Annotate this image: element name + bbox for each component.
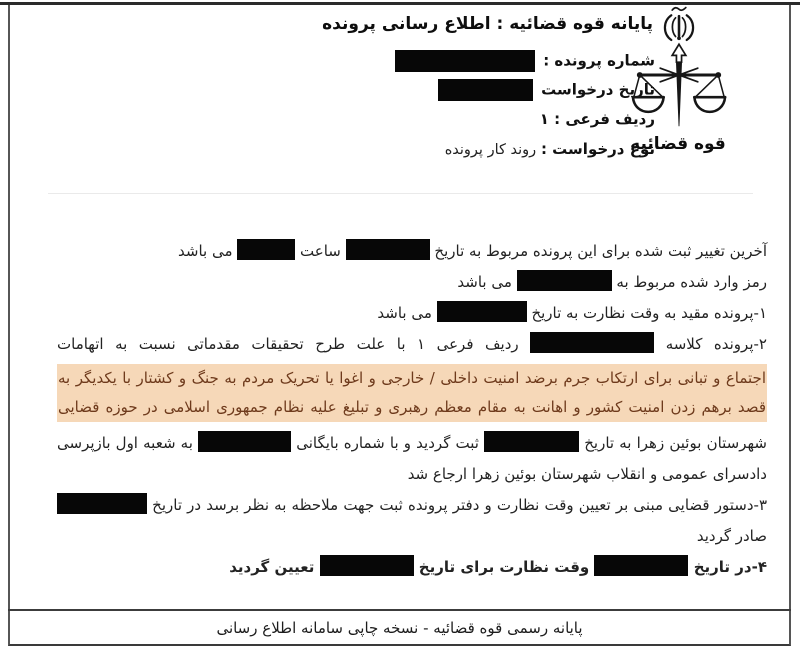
body-text-segment: ۱-پرونده مقید به وقت نظارت به تاریخ: [526, 304, 767, 322]
body-line: [57, 552, 767, 583]
case-number-row: [387, 50, 655, 72]
redaction-box: [437, 301, 527, 322]
redaction-box: [320, 555, 414, 576]
body-line: [57, 329, 767, 360]
body-line: [57, 267, 767, 298]
body-text-segment: قصد برهم زدن امنیت کشور و اهانت به مقام معظم رهبری و تبلیغ علیه نظام جمهوری اسلامی در حوزه قضایی: [58, 398, 766, 416]
body-line: [57, 490, 767, 521]
body-line: [58, 393, 766, 422]
body-text-segment: به شعبه اول بازپرسی: [57, 434, 199, 452]
highlighted-charges-block: [57, 364, 767, 422]
body-text-segment: ساعت: [295, 242, 346, 260]
body-text-segment: صادر گردید: [696, 527, 767, 545]
case-number-label: شماره پرونده :: [543, 51, 655, 70]
body-text-segment: وقت نظارت برای تاریخ: [413, 558, 595, 576]
body-text-segment: می باشد: [377, 304, 437, 322]
page-title: پایانه قوه قضائیه : اطلاع رسانی پرونده: [322, 14, 653, 34]
judiciary-logo: [620, 5, 738, 133]
sub-row-label: ردیف فرعی : ۱: [539, 110, 655, 128]
header-divider: [48, 193, 753, 194]
body-text-segment: دادسرای عمومی و انقلاب شهرستان بوئین زهرا ارجاع شد: [407, 465, 767, 483]
body-text-segment: می باشد: [457, 273, 517, 291]
redaction-box: [517, 270, 612, 291]
body-text-segment: ۴-در تاریخ: [688, 558, 767, 576]
redaction-box: [530, 332, 654, 353]
footer-text: پایانه رسمی قوه قضائیه - نسخه چاپی سامانه اطلاع رسانی: [216, 619, 583, 637]
body-text-segment: ۳-دستور قضایی مبنی بر تعیین وقت نظارت و دفتر پرونده ثبت جهت ملاحظه به نظر برسد در تاریخ: [147, 496, 767, 514]
body-line: [57, 428, 767, 459]
judiciary-scales-icon: [621, 5, 737, 133]
body-text-segment: ۲-پرونده کلاسه: [654, 335, 767, 353]
request-date-label: تاریخ درخواست: [541, 80, 655, 99]
logo-caption: قوه قضائیه: [630, 134, 726, 154]
body-line: [57, 298, 767, 329]
body-line: [57, 459, 767, 490]
body-text-segment: شهرستان بوئین زهرا به تاریخ: [579, 434, 768, 452]
body-lines: [57, 236, 767, 583]
redaction-box: [594, 555, 688, 576]
case-number-redaction: [395, 50, 535, 72]
redaction-box: [484, 431, 579, 452]
body-text-segment: رمز وارد شده مربوط به: [611, 273, 767, 291]
body-text-segment: اجتماع و تبانی برای ارتکاب جرم برضد امنیت داخلی / خارجی و اغوا یا تحریک مردم به جنگ و کشتار با یکدیگر به: [58, 369, 766, 387]
body-text-segment: ردیف فرعی ۱ با علت طرح تحقیقات مقدماتی نسبت به اتهامات: [57, 335, 531, 353]
request-type-label: نوع درخواست :: [540, 140, 655, 158]
redaction-box: [237, 239, 295, 260]
body-line: [57, 236, 767, 267]
redaction-box: [57, 493, 147, 514]
redaction-box: [198, 431, 291, 452]
body-text-segment: آخرین تغییر ثبت شده برای این پرونده مربوط به تاریخ: [429, 242, 767, 260]
request-type-value: روند کار پرونده: [444, 142, 537, 158]
body-line: [58, 364, 766, 393]
body-text-segment: می باشد: [178, 242, 238, 260]
redaction-box: [346, 239, 430, 260]
request-date-redaction: [438, 79, 533, 101]
body-text-segment: ثبت گردید و با شماره بایگانی: [291, 434, 485, 452]
body-text-segment: تعیین گردید: [229, 558, 320, 576]
body-line: [57, 521, 767, 552]
